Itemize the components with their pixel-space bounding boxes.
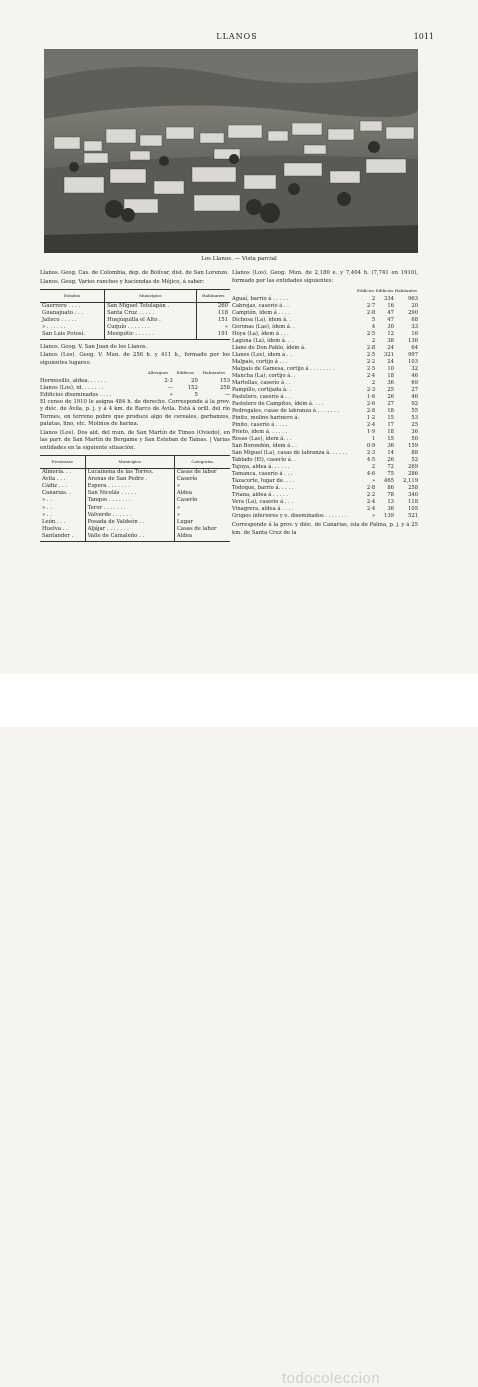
table-cell: 2·4 [366,421,376,428]
table-cell: 68 [411,316,418,323]
table-cell: 46 [411,372,418,379]
table-row [40,505,230,512]
table-cell: 12 [387,330,394,337]
table-cell: 13 [387,498,394,505]
table-cell: 18 [387,428,394,435]
table-cell: Malpaís, cortijo á . . . [232,358,288,365]
table-cell: 159 [408,442,418,449]
table-row [232,324,418,331]
table-cell: » [176,504,181,511]
page-number: 1011 [413,32,434,41]
running-header [40,32,434,46]
table-cell: 27 [411,386,418,393]
table-cell: León . . . [40,519,85,526]
table-cell: 38 [387,337,394,344]
table-cell: Cabrejas, caserío á . . [232,302,289,309]
table-cell: Vera (La), caserío á . . . [232,498,294,505]
table-row [232,296,418,303]
table-cell: Tazacorte, lugar de. . . . [232,477,295,484]
table-cell: 2·3 [366,449,376,456]
table-cell: 36 [387,379,394,386]
table-cell: Jalisco . . . . . [40,317,105,324]
table-cell: 2,119 [403,477,418,484]
table-cell: Camptón, ídem á . . . . [232,309,291,316]
table-cell: Llano de Don Pablo, ídem á. [232,344,306,351]
table-cell: 20 [411,302,418,309]
table-cell: 118 [408,498,418,505]
table-cell: 1·9 [366,428,376,435]
table-row [232,331,418,338]
watermark: todocoleccion [282,1370,381,1387]
table-cell: Santa Cruz . . . . . [105,310,197,317]
table-cell: Caserío [176,497,198,504]
table-cell: 152 [187,384,198,391]
table-cell: 118 [217,309,228,316]
table-cell: 47 [387,316,394,323]
table-cell: 10 [387,365,394,372]
table-cell: Pampillo, cortijada á. . [232,386,292,393]
table-cell: Espera . . . . . . . [85,483,174,490]
table-cell: San Nicolás . . . . . [85,490,174,497]
table-cell: 24 [387,358,394,365]
table-cell: 269 [408,463,418,470]
table-cell: 334 [384,295,394,302]
mexico-table [40,289,230,340]
table-row [232,310,418,317]
table-cell: Llanos (Los), ídem á . . [232,351,292,358]
entry-colombia: Llanos. Geog. Cas. de Colombia, dep. de Bolívar, dist. de San Lorenzo. [40,270,229,276]
table-cell: San Miguel Totolapán . [105,302,197,310]
table-cell: Lucainena de las Torres. [85,468,174,476]
table-cell: Malpaís de Gamesa, cortijo á . . . . . . . . [232,365,335,372]
table-cell: 92 [411,400,418,407]
table-row [40,512,230,519]
entry-palma: Llanos (Los). Geog. Mun. de 2,180 e. y 7,404 h. (7,741 en 1910), formado por las entidades siguientes: [232,270,418,284]
table-cell: 151 [217,316,228,323]
table-cell: 36 [387,442,394,449]
table-cell: Tablado (El), caserío á. . [232,456,296,463]
table-cell: 321 [384,351,394,358]
table-row [40,476,230,483]
column-header: Edificios [357,288,375,293]
table-cell: 46 [411,393,418,400]
provinces-table [40,455,230,542]
avila-table [40,368,230,399]
table-row [232,506,418,513]
table-cell: 0·9 [366,442,376,449]
table-cell: 69 [411,379,418,386]
table-cell: 340 [408,491,418,498]
table-row [232,478,418,485]
table-cell: Goronas (Las), ídem á. . [232,323,295,330]
table-cell: 88 [411,449,418,456]
table-cell: 258 [219,384,230,391]
table-cell: 36 [387,505,394,512]
table-cell: » . . . . . . [40,324,105,331]
table-cell: Guanajuato . . . [40,310,105,317]
table-cell: » . . [40,497,85,504]
table-cell: Rosas (Las), ídem á. . . [232,435,292,442]
right-column [232,270,418,538]
left-column [40,270,230,546]
table-cell: Martellas, caserío á . . [232,379,291,386]
table-row [232,366,418,373]
table-cell: 465 [384,477,394,484]
table-cell: 258 [408,484,418,491]
table-row [232,317,418,324]
table-cell: Pastelero, caserío á . . [232,393,291,400]
table-row [40,385,230,392]
column-header [40,368,143,378]
table-cell: 2·3 [366,386,376,393]
entry-oviedo: Llanos (Los). Dos ald. del mun. de San Martín de Timeo (Oviedo), en las parr. de San Martín de Bergame y San Esteban de Taínas. | Varias entidades en la siguiente situación. [40,429,230,451]
table-row [40,302,230,310]
table-cell: 47 [387,309,394,316]
table-row [40,533,230,541]
column-header: Estados [40,290,105,303]
table-row [232,422,418,429]
table-cell: 191 [217,331,228,338]
table-row [232,457,418,464]
table-cell: 2·5 [366,330,376,337]
table-row [232,380,418,387]
table-cell: Posada de Valdeón . . [85,519,174,526]
table-row [40,378,230,385]
table-cell: 105 [408,505,418,512]
table-row [232,408,418,415]
table-cell: Triana, aldea á . . . . . [232,491,288,498]
table-cell: 2·8 [366,484,376,491]
photo-caption: Los Llanos. — Vista parcial [201,256,277,262]
column-header: Habitantes [196,290,230,303]
table-row [232,387,418,394]
table-cell: 2 [371,463,376,470]
column-header: Edificios [375,288,394,293]
table-cell: Aguaí, barrio á . . . . . [232,295,288,302]
table-row [232,450,418,457]
table-row [232,429,418,436]
table-cell: Tamanca, caserío á . . . [232,470,293,477]
table-row [232,443,418,450]
table-cell: Todoque, barrio á. . . . . [232,484,294,491]
table-cell: Guerrero . . . . [40,302,105,310]
table-cell: 15 [387,435,394,442]
table-cell: Huejúquilla el Alto . [105,317,197,324]
table-cell: Llanos (Los), id. . . . . . . [40,384,104,391]
table-cell: Edificios diseminados . . . . [40,391,112,398]
table-row [40,468,230,476]
table-cell: Huelva . . [40,526,85,533]
table-row [232,303,418,310]
table-cell: 2 [371,337,376,344]
table-cell: Teror . . . . . . . [85,505,174,512]
table-cell: Aldea [176,533,193,540]
table-cell: » [224,324,228,331]
table-cell: San Borondón, ídem á . . [232,442,297,449]
table-cell: 4·5 [366,456,376,463]
entry-palma-footer: Corresponde á la prov. y dióc. de Canarias, isla de Palma, p. j. y á 25 km. de Santa Cruz de la [232,522,418,536]
table-cell: 2·8 [366,407,376,414]
table-cell: 2·4 [366,505,376,512]
table-cell: » . . [40,505,85,512]
table-cell: 15 [387,414,394,421]
table-cell: 16 [387,302,394,309]
table-cell: 33 [411,323,418,330]
table-cell: Santander . [40,533,85,541]
column-header: Municipios [105,290,197,303]
table-cell: 997 [408,351,418,358]
table-cell: 36 [411,428,418,435]
table-cell: 286 [408,470,418,477]
table-row [232,338,418,345]
table-row [232,415,418,422]
table-cell: 75 [387,470,394,477]
table-cell: 1·2 [366,414,376,421]
table-cell: 55 [411,407,418,414]
table-cell: 260 [217,302,228,309]
table-row [232,401,418,408]
table-row [40,331,230,339]
table-cell: Vinagrera, aldea á . . . . [232,505,294,512]
table-cell: 16 [411,330,418,337]
table-cell: Tanque . . . . . . . [85,497,174,504]
table-cell: » [371,477,376,484]
table-cell: Mezquitic . . . . . . [105,331,197,339]
table-cell: Ávila . . . [40,476,85,483]
table-cell: 24 [387,344,394,351]
table-cell: 1·6 [366,393,376,400]
table-cell: 52 [411,456,418,463]
table-cell: 290 [408,309,418,316]
table-row [232,345,418,352]
table-row [40,497,230,504]
column-header: Provincias [40,456,85,469]
table-cell: — [224,391,230,398]
table-row [40,519,230,526]
table-cell: 2·2 [366,491,376,498]
table-cell: Casas de labor [176,526,217,533]
column-header: Municipios [85,456,174,469]
bottom-margin [0,674,478,1387]
entry-see-also: Llanos. Geog. V. San Juan de los Llanos. [40,343,148,350]
table-row [40,490,230,497]
table-cell: San Luis Potosí. [40,331,105,339]
table-cell: Arenas de San Pedro . [85,476,174,483]
table-row [232,471,418,478]
table-cell: 5 [194,391,198,398]
table-cell: 14 [387,449,394,456]
table-cell: Hoya (La), ídem á . . . [232,330,289,337]
table-cell: 26 [387,393,394,400]
table-cell: Lugar [176,518,193,525]
table-row [232,359,418,366]
column-header [232,286,356,296]
table-cell: 2·5 [366,351,376,358]
table-row [232,492,418,499]
table-cell: 5 [371,316,376,323]
table-cell: 72 [387,463,394,470]
table-cell: 2·2 [366,358,376,365]
table-cell: 30 [387,323,394,330]
table-cell: — [167,384,173,391]
column-header: Habitantes [202,370,226,376]
table-cell: 26 [387,456,394,463]
table-cell: Caserío [176,475,198,482]
table-cell: 25 [411,421,418,428]
table-cell: 139 [384,512,394,519]
table-cell: 103 [408,358,418,365]
entry-mexico: Llanos. Geog. Varios ranchos y haciendas de Méjico, á saber: [40,278,205,285]
table-cell: Dichosa (La), ídem á. . [232,316,292,323]
table-cell: 50 [411,435,418,442]
entry-avila-detail: El censo de 1910 le asigna 484 h. de derecho. Corresponde á la prov. y dióc. de Ávila, p. j. y á 4 km. de Barco de Ávila. Está á orill. del río Tormes, en terreno pobre que produce algo de cereales, garbanzos, patatas, lino, etc. Molinos de harina. [40,398,230,428]
table-cell: 64 [411,344,418,351]
table-cell: 2·8 [366,309,376,316]
table-cell: 2 [371,295,376,302]
table-cell: » . . [40,512,85,519]
table-row [232,485,418,492]
table-cell: 20 [191,377,198,384]
table-row [40,392,230,399]
table-cell: 4 [371,323,376,330]
table-cell: Cuquío . . . . . . . [105,324,197,331]
table-cell: Laguna (La), ídem á. . . [232,337,294,344]
table-cell: Tajuya, aldea á. . . . . . [232,463,290,470]
column-header: Categorías [174,456,230,469]
table-row [232,373,418,380]
table-cell: 963 [408,295,418,302]
table-cell: 2·6 [366,400,376,407]
table-cell: 18 [387,372,394,379]
table-cell: 2·5 [366,365,376,372]
table-cell: 18 [387,407,394,414]
table-row [232,464,418,471]
entry-avila: Llanos (Los). Geog. V. Mun. de 256 h. y 411 h., formado por los siguientes lugares: [40,352,230,366]
table-cell: 2·7 [366,302,376,309]
table-cell: 136 [408,337,418,344]
table-cell: 2·4 [366,498,376,505]
table-cell: 25 [387,386,394,393]
column-header: Habitantes [394,288,418,293]
table-cell: Pinito, molino harinero á. [232,414,300,421]
table-cell: Grupos inferiores y e. diseminados . . . . . . . [232,512,347,519]
table-cell: » [371,512,376,519]
table-cell: Canarias. . [40,490,85,497]
table-cell: Mancha (La), cortijo á. . [232,372,296,379]
table-cell: Aljájar . . . . . . . [85,526,174,533]
table-cell: Pedregales, casas de labranza á . . . . . . . [232,407,340,414]
column-header: Albergues [147,370,169,376]
table-row [232,436,418,443]
table-cell: Valverde . . . . . . [85,512,174,519]
table-cell: » [169,391,173,398]
table-row [232,513,418,520]
palma-table [232,286,418,520]
table-row [40,310,230,317]
table-cell: Pinito, caserío á . . . . [232,421,288,428]
table-cell: 78 [387,491,394,498]
table-cell: San Miguel (La), casas de labranza á. . . . . . [232,449,348,456]
table-cell: Cádiz . . . [40,483,85,490]
column-header: Edificios [176,370,195,376]
landscape-illustration [44,49,418,253]
table-cell: 2 [371,379,376,386]
table-cell: Pastelero de Campitos, ídem á. . . . [232,400,324,407]
running-title: LLANOS [216,32,258,41]
table-cell: 86 [387,484,394,491]
table-cell: 53 [411,414,418,421]
table-cell: » [176,511,181,518]
table-cell: 17 [387,421,394,428]
table-cell: 521 [408,512,418,519]
table-cell: 2·4 [366,372,376,379]
town-photograph [44,49,418,253]
table-cell: 2·3 [164,377,173,384]
table-row [232,499,418,506]
table-cell: 2·8 [366,344,376,351]
table-cell: Prieto, ídem á. . . . . . [232,428,288,435]
table-cell: Hermosillo, aldea. . . . . . [40,377,106,384]
table-cell: » [176,482,181,489]
table-cell: Almería. . . [40,468,85,476]
table-cell: 27 [387,400,394,407]
table-cell: 1 [371,435,376,442]
table-cell: 153 [219,377,230,384]
table-row [232,352,418,359]
table-row [232,394,418,401]
table-cell: 32 [411,365,418,372]
table-cell: Casas de labor [176,468,217,475]
table-cell: Aldea [176,490,193,497]
table-cell: 4·6 [366,470,376,477]
table-cell: Valle de Camaleño . . [85,533,174,541]
